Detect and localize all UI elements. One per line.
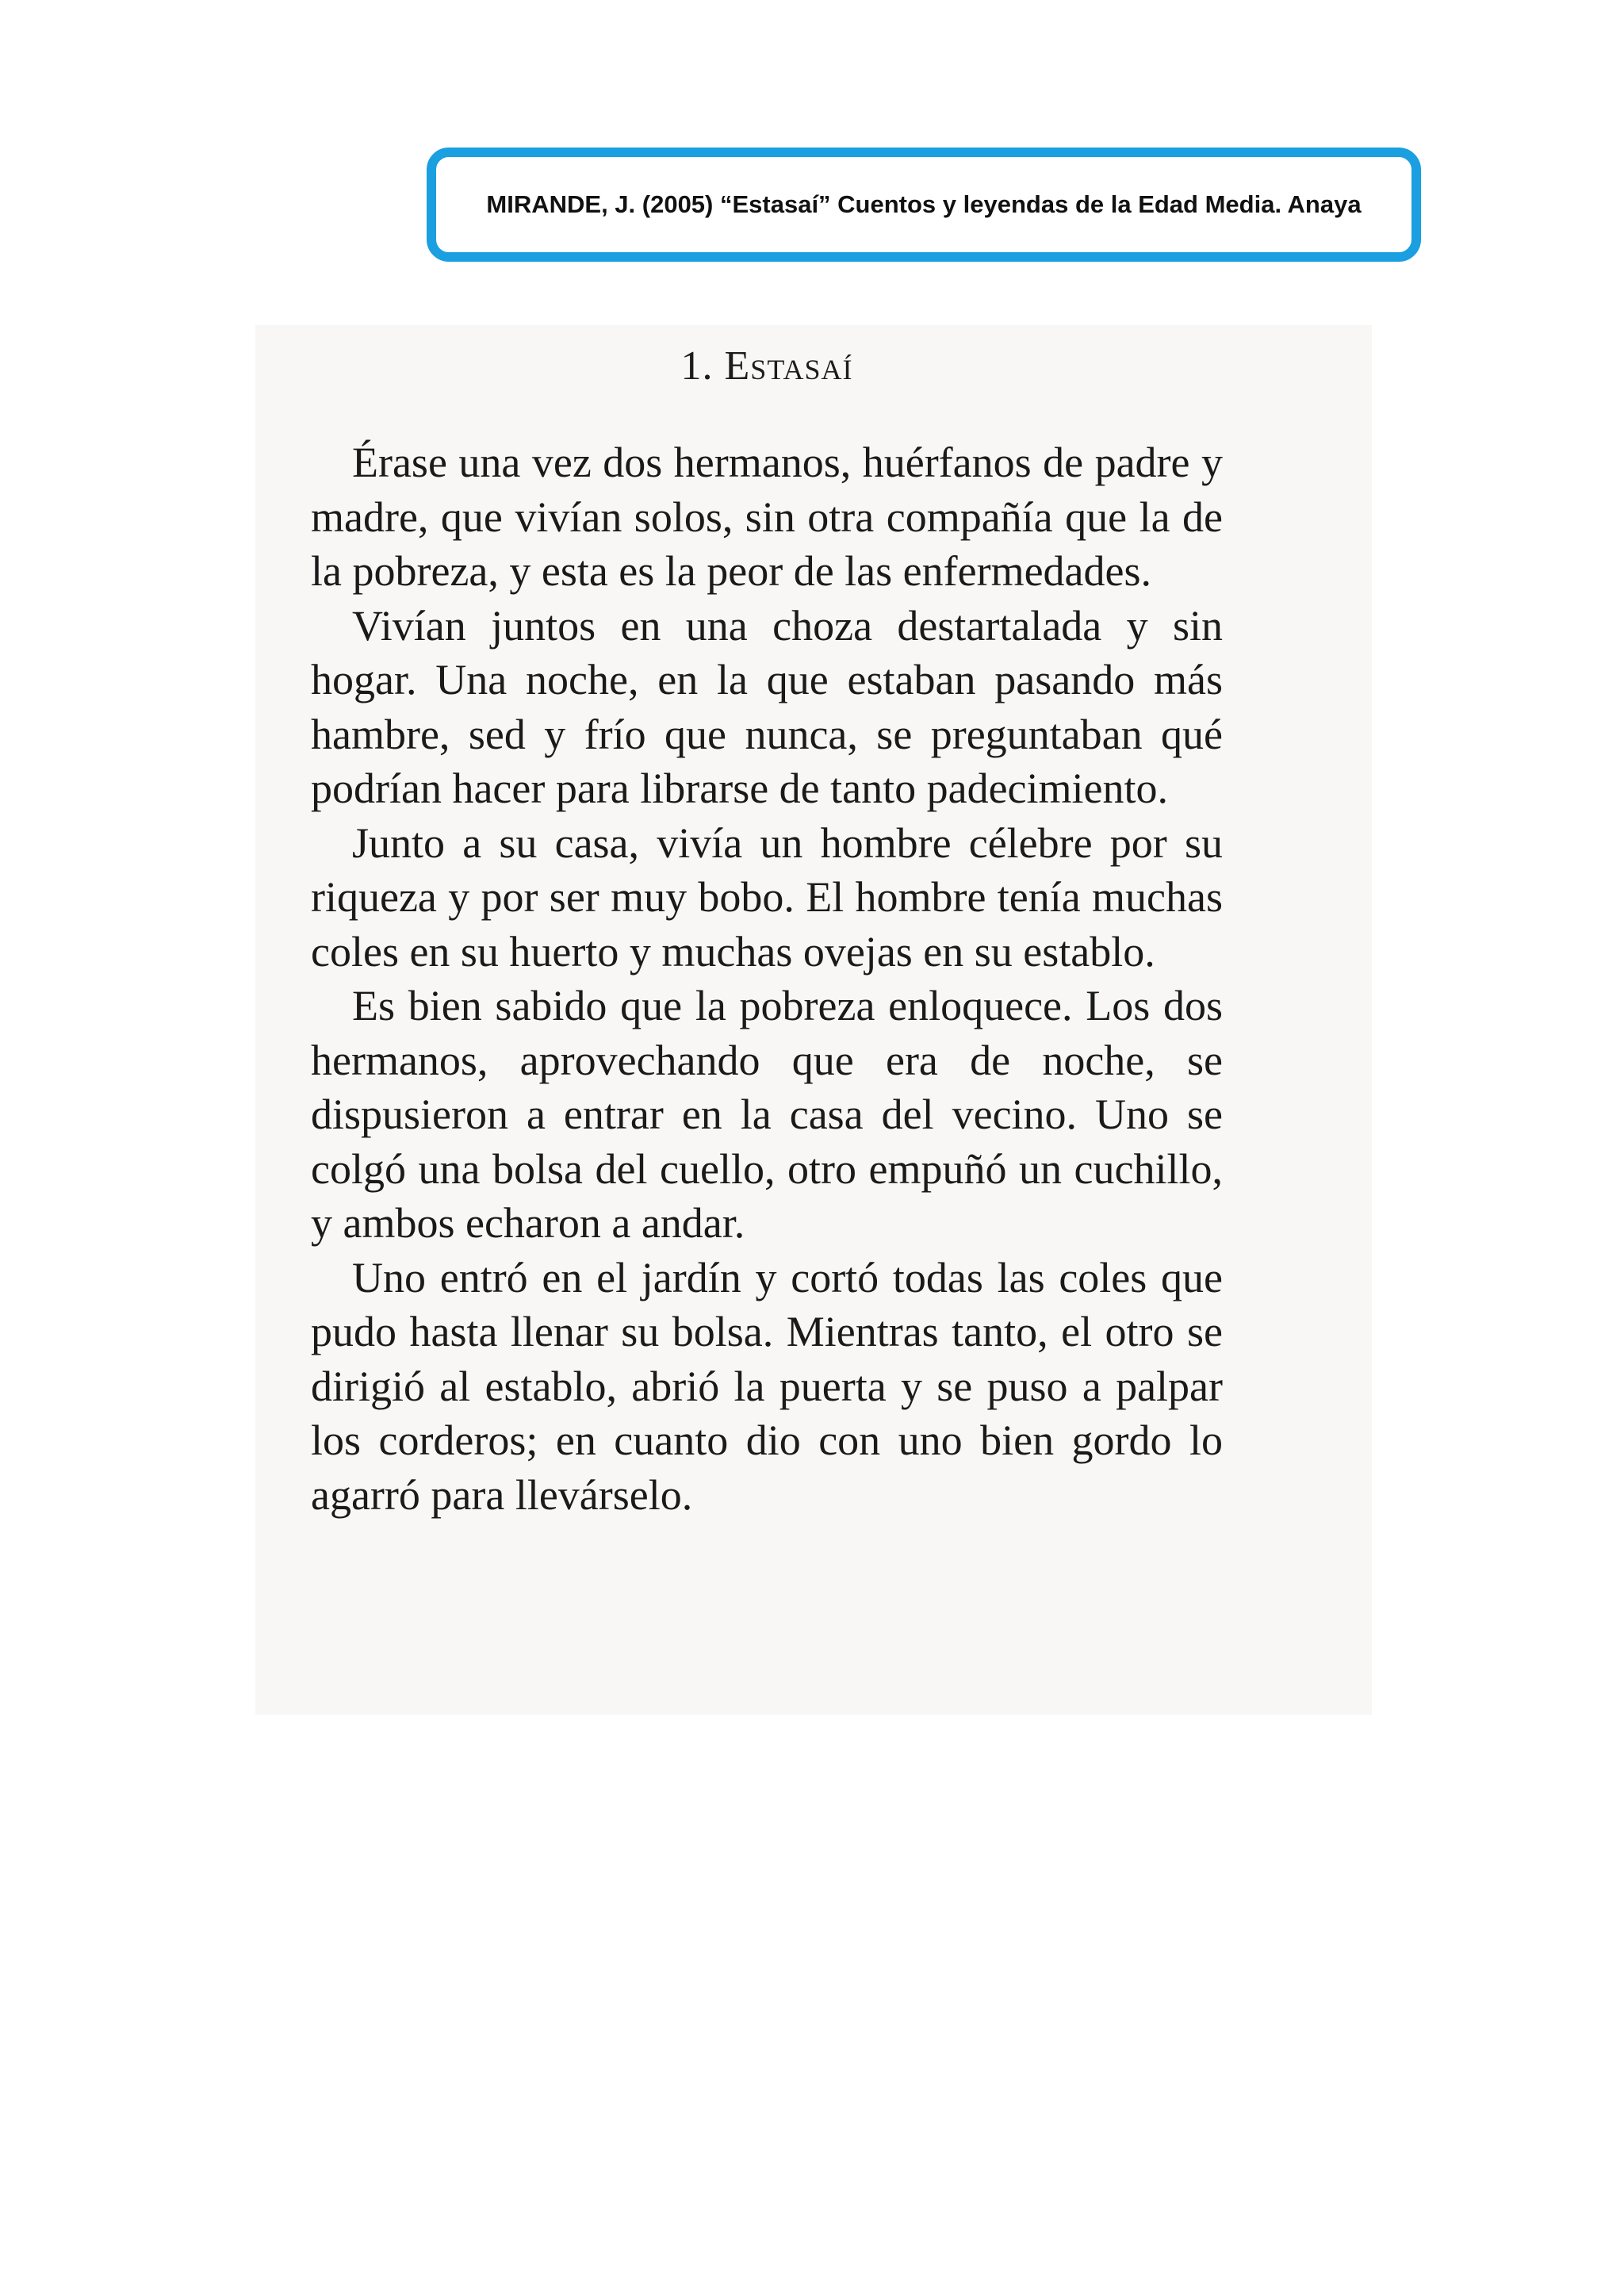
citation-text: MIRANDE, J. (2005) “Estasaí” Cuentos y leyendas de la Edad Media. Anaya bbox=[486, 190, 1362, 218]
citation-box bbox=[427, 148, 1421, 262]
scanned-text-column bbox=[311, 325, 1223, 1522]
paragraph-1: Érase una vez dos hermanos, huérfanos de padre y madre, que vivían solos, sin otra compañía que la de la pobreza, y esta es la peor de las enfermedades. bbox=[311, 439, 1223, 595]
chapter-title: 1. Estasaí bbox=[680, 343, 853, 389]
paragraph-5: Uno entró en el jardín y cortó todas las coles que pudo hasta llenar su bolsa. Mientras tanto, el otro se dirigió al establo, abrió la puerta y se puso a palpar los corderos; en cuanto dio con uno bien gordo lo agarró para llevárselo. bbox=[311, 1253, 1223, 1519]
scanned-page bbox=[255, 325, 1372, 1715]
paragraph-2: Vivían juntos en una choza destartalada y sin hogar. Una noche, en la que estaban pasando más hambre, sed y frío que nunca, se preguntaban qué podrían hacer para librarse de tanto padecimiento. bbox=[311, 601, 1223, 812]
paragraph-3: Junto a su casa, vivía un hombre célebre por su riqueza y por ser muy bobo. El hombre tenía muchas coles en su huerto y muchas ovejas en su establo. bbox=[311, 818, 1223, 976]
paragraph-4: Es bien sabido que la pobreza enloquece. Los dos hermanos, aprovechando que era de noche, se dispusieron a entrar en la casa del vecino. Uno se colgó una bolsa del cuello, otro empuñó un cuchillo, y ambos echaron a andar. bbox=[311, 982, 1223, 1247]
